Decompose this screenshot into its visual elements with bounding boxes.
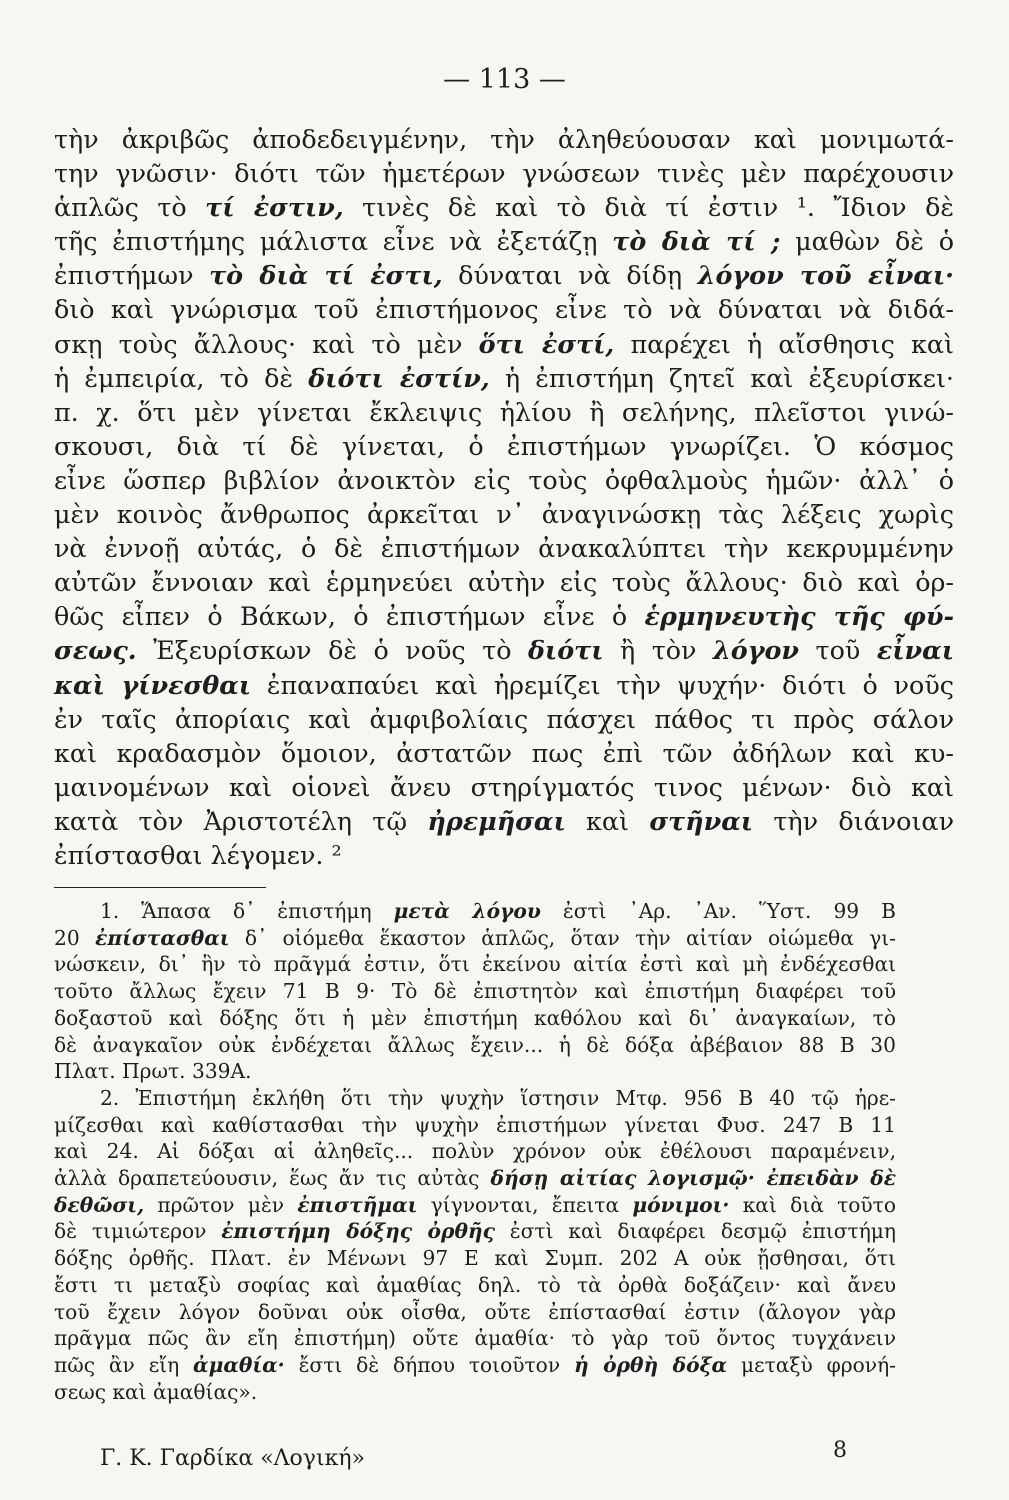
text-run: Ἐξευρίσκων δὲ ὁ νοῦς τὸ (136, 635, 528, 666)
text-run: πρῶτον μὲν (144, 1192, 298, 1217)
text-run: ἐπίστασθαι λέγομεν. ² (54, 839, 342, 870)
text-run: τὴν ἀκριβῶς ἀποδεδειγμένην, τὴν ἀληθεύουσαν καὶ μονιμωτά- (54, 124, 954, 154)
text-run: νώσκειν, δι᾽ ἣν τὸ πρᾶγμά ἐστιν, ὅτι ἐκείνου αἰτία ἐστὶ καὶ μὴ ἐνδέχεσθαι (54, 952, 896, 977)
footnote-line (54, 1058, 896, 1085)
body-line (54, 463, 954, 497)
text-run: τοῦ ἔχειν λόγον δοῦναι οὐκ οἶσθα, οὔτε ἐπίστασθαί ἐστιν (ἄλογον γὰρ (54, 1299, 896, 1324)
text-run: μεταξὺ φρονή- (727, 1352, 896, 1377)
emphasis-text: τὸ διὰ τί ; (612, 226, 781, 257)
text-run: 1. Ἅπασα δ᾽ ἐπιστήμη (100, 899, 394, 923)
footnote-divider (54, 887, 266, 888)
text-run: σεως καὶ ἀμαθίας». (54, 1379, 258, 1404)
text-run: δὲ τιμιώτερον (54, 1219, 222, 1244)
emphasis-text: διότι (527, 635, 604, 666)
text-run: μαθὼν δὲ ὁ (780, 226, 954, 257)
text-run: καὶ διὰ τοῦτο (729, 1192, 897, 1217)
emphasis-text: δεθῶσι, (54, 1192, 145, 1217)
text-run: ἐν ταῖς ἀπορίαις καὶ ἀμφιβολίαις πάσχει πάθος τι πρὸς σάλον (54, 703, 954, 734)
text-run: δύναται νὰ δίδῃ (442, 260, 698, 291)
footnote-line (54, 951, 896, 978)
text-run: κατὰ τὸν Ἀριστοτέλη τῷ (54, 805, 428, 836)
text-run: θῶς εἶπεν ὁ Βάκων, ὁ ἐπιστήμων εἶνε ὁ (54, 601, 645, 632)
text-run: σκῃ τοὺς ἄλλους· καὶ τὸ μὲν (54, 328, 479, 359)
text-run: παρέχει ἡ αἴσθησις καὶ (614, 328, 955, 359)
footnote-line (54, 1352, 896, 1379)
text-run: 20 (54, 925, 96, 950)
footnote-line (54, 1325, 896, 1352)
body-line (54, 190, 954, 224)
body-line (54, 633, 954, 667)
emphasis-text: ἐπιστήμη δόξης ὀρθῆς (221, 1219, 495, 1244)
text-run: γίγνονται, ἔπειτα (417, 1192, 633, 1217)
text-run: ἐπιστήμων (54, 260, 210, 291)
text-run: ἐπαναπαύει καὶ ἠρεμίζει τὴν ψυχήν· διότι ὁ νοῦς (251, 669, 955, 700)
text-run: τοῦτο ἄλλως ἔχειν 71 Β 9· Τὸ δὲ ἐπιστητὸν καὶ ἐπιστήμη διαφέρει τοῦ (54, 979, 896, 1004)
footnote-line (54, 1245, 896, 1272)
text-run: ἡ ἐπιστήμη ζητεῖ καὶ ἐξευρίσκει· (489, 362, 954, 393)
body-line (54, 258, 954, 292)
footnotes (54, 898, 896, 1405)
footnote-line (54, 1165, 896, 1192)
body-line (54, 565, 954, 599)
emphasis-text: ὅτι ἐστί, (478, 328, 615, 359)
text-run: διὸ καὶ γνώρισμα τοῦ ἐπιστήμονος εἶνε τὸ νὰ δύναται νὰ διδά- (54, 294, 954, 325)
footnote-line (54, 1005, 896, 1032)
text-run: μαινομένων καὶ οἱονεὶ ἄνευ στηρίγματός τινος μένων· διὸ καὶ (54, 771, 954, 802)
page-number: — 113 — (443, 64, 566, 95)
text-run: τῆς ἐπιστήμης μάλιστα εἶνε νὰ ἐξετάζῃ (54, 226, 613, 257)
text-run: ἔστι τι μεταξὺ σοφίας καὶ ἀμαθίας δηλ. τὸ τὰ ὀρθὰ δοξάζειν· καὶ ἄνευ (54, 1272, 896, 1297)
text-run: δοξαστοῦ καὶ δόξης ὅτι ἡ μὲν ἐπιστήμη καθόλου καὶ δι᾽ ἀναγκαίων, τὸ (54, 1005, 896, 1030)
signature-line: Γ. Κ. Γαρδίκα «Λογική» (100, 1446, 365, 1471)
emphasis-text: τί ἐστιν, (205, 192, 344, 223)
footnote-line (54, 1032, 896, 1059)
body-line (54, 327, 954, 361)
emphasis-text: λόγον τοῦ εἶναι· (697, 260, 955, 291)
emphasis-text: στῆναι (649, 805, 754, 836)
text-run: ἁπλῶς τὸ (54, 192, 206, 223)
text-run: Πλατ. Πρωτ. 339Α. (54, 1059, 252, 1084)
text-run: δ᾽ οἰόμεθα ἕκαστον ἁπλῶς, ὅταν τὴν αἰτίαν οἰώμεθα γι- (229, 925, 897, 950)
text-run: τινὲς δὲ καὶ τὸ διὰ τί ἐστιν ¹. Ἴδιον δὲ (343, 192, 954, 223)
emphasis-text: ἑρμηνευτὴς τῆς φύ- (644, 601, 955, 632)
body-line (54, 395, 954, 429)
footnote-line (54, 925, 896, 952)
text-run: αὐτῶν ἔννοιαν καὶ ἑρμηνεύει αὐτὴν εἰς τοὺς ἄλλους· διὸ καὶ ὀρ- (54, 567, 954, 598)
text-run: ἀλλὰ δραπετεύουσιν, ἕως ἄν τις αὐτὰς (54, 1166, 491, 1191)
emphasis-text: λόγον (712, 635, 800, 666)
body-line (54, 361, 954, 395)
text-run: καὶ κραδασμὸν ὅμοιον, ἀστατῶν πως ἐπὶ τῶν ἀδήλων καὶ κυ- (54, 737, 954, 768)
text-run: ἡ ἐμπειρία, τὸ δὲ (54, 362, 309, 393)
signature-mark: 8 (833, 1438, 847, 1463)
text-run: δὲ ἀναγκαῖον οὐκ ἐνδέχεται ἄλλως ἔχειν... ἡ δὲ δόξα ἀβέβαιον 88 Β 30 (54, 1032, 896, 1057)
text-run: 2. Ἐπιστήμη ἐκλήθη ὅτι τὴν ψυχὴν ἵστησιν Μτφ. 956 Β 40 τῷ ἠρε- (100, 1085, 896, 1110)
text-run: καὶ (565, 805, 650, 836)
text-run: τοῦ (799, 635, 877, 666)
text-run: π. χ. ὅτι μὲν γίνεται ἔκλειψις ἡλίου ἢ σελήνης, πλεῖστοι γινώ- (54, 396, 954, 427)
emphasis-text: μόνιμοι· (632, 1192, 730, 1217)
footnote-line (54, 1085, 896, 1112)
body-line (54, 429, 954, 463)
text-run: μὲν κοινὸς ἄνθρωπος ἀρκεῖται ν᾽ ἀναγινώσκῃ τὰς λέξεις χωρὶς (54, 499, 954, 530)
body-line (54, 804, 954, 838)
text-run: τὴν διάνοιαν (753, 805, 955, 836)
text-run: εἶνε ὥσπερ βιβλίον ἀνοικτὸν εἰς τοὺς ὀφθαλμοὺς ἡμῶν· ἀλλ᾽ ὁ (54, 464, 954, 495)
footnote-line (54, 1192, 896, 1219)
body-line (54, 224, 954, 258)
body-line (54, 292, 954, 326)
emphasis-text: ἐπίστασθαι (95, 925, 230, 950)
body-line (54, 497, 954, 531)
body-line (54, 770, 954, 804)
text-run: ἢ τὸν (603, 635, 713, 666)
emphasis-text: μετὰ λόγου (393, 899, 541, 923)
footnote-line (54, 1379, 896, 1406)
emphasis-text: διότι ἐστίν, (308, 362, 490, 393)
body-line (54, 122, 954, 156)
text-run: πρᾶγμα πῶς ἂν εἴη ἐπιστήμη) οὔτε ἀμαθία· τὸ γὰρ τοῦ ὄντος τυγχάνειν (54, 1326, 896, 1351)
emphasis-text: ἡ ὀρθὴ δόξα (573, 1352, 728, 1377)
body-line (54, 838, 954, 872)
body-line (54, 736, 954, 770)
text-run: σκουσι, διὰ τί δὲ γίνεται, ὁ ἐπιστήμων γνωρίζει. Ὁ κόσμος (54, 430, 954, 461)
emphasis-text: σεως. (54, 635, 137, 666)
body-line (54, 599, 954, 633)
footnote-line (54, 1272, 896, 1299)
text-run: ἔστι δὲ δήπου τοιοῦτον (284, 1352, 574, 1377)
footnote-line (54, 1218, 896, 1245)
footnote-line (54, 1138, 896, 1165)
emphasis-text: δήσῃ αἰτίας λογισμῷ· ἐπειδὰν δὲ (490, 1166, 896, 1191)
footnote-line (54, 1112, 896, 1139)
emphasis-text: ἠρεμῆσαι (427, 805, 566, 836)
text-run: νὰ ἐννοῇ αὐτάς, ὁ δὲ ἐπιστήμων ἀνακαλύπτει τὴν κεκρυμμένην (54, 533, 954, 564)
body-line (54, 702, 954, 736)
text-run: την γνῶσιν· διότι τῶν ἡμετέρων γνώσεων τινὲς μὲν παρέχουσιν (54, 158, 954, 189)
text-run: καὶ 24. Αἱ δόξαι αἱ ἀληθεῖς... πολὺν χρόνον οὐκ ἐθέλουσι παραμένειν, (54, 1139, 896, 1164)
footnote-line (54, 1299, 896, 1326)
body-line (54, 156, 954, 190)
text-run: πῶς ἂν εἴη (54, 1352, 194, 1377)
emphasis-text: ἀμαθία· (193, 1352, 285, 1377)
emphasis-text: τὸ διὰ τί ἐστι, (209, 260, 443, 291)
text-run: ἐστὶ ᾽Αρ. ᾽Αν. Ὕστ. 99 Β (540, 899, 897, 923)
footnote-line (54, 978, 896, 1005)
text-run: δόξης ὀρθῆς. Πλατ. ἐν Μένωνι 97 Ε καὶ Συμπ. 202 Α οὐκ ᾔσθησαι, ὅτι (54, 1246, 896, 1271)
body-line (54, 531, 954, 565)
emphasis-text: καὶ γίνεσθαι (54, 669, 252, 700)
text-run: μίζεσθαι καὶ καθίστασθαι τὴν ψυχὴν ἐπιστήμων γίνεται Φυσ. 247 Β 11 (54, 1112, 896, 1137)
footnote-line (54, 898, 896, 925)
main-text (54, 122, 954, 872)
text-run: ἐστὶ καὶ διαφέρει δεσμῷ ἐπιστήμη (494, 1219, 897, 1244)
emphasis-text: ἐπιστῆμαι (297, 1192, 418, 1217)
emphasis-text: εἶναι (876, 635, 954, 666)
body-line (54, 668, 954, 702)
